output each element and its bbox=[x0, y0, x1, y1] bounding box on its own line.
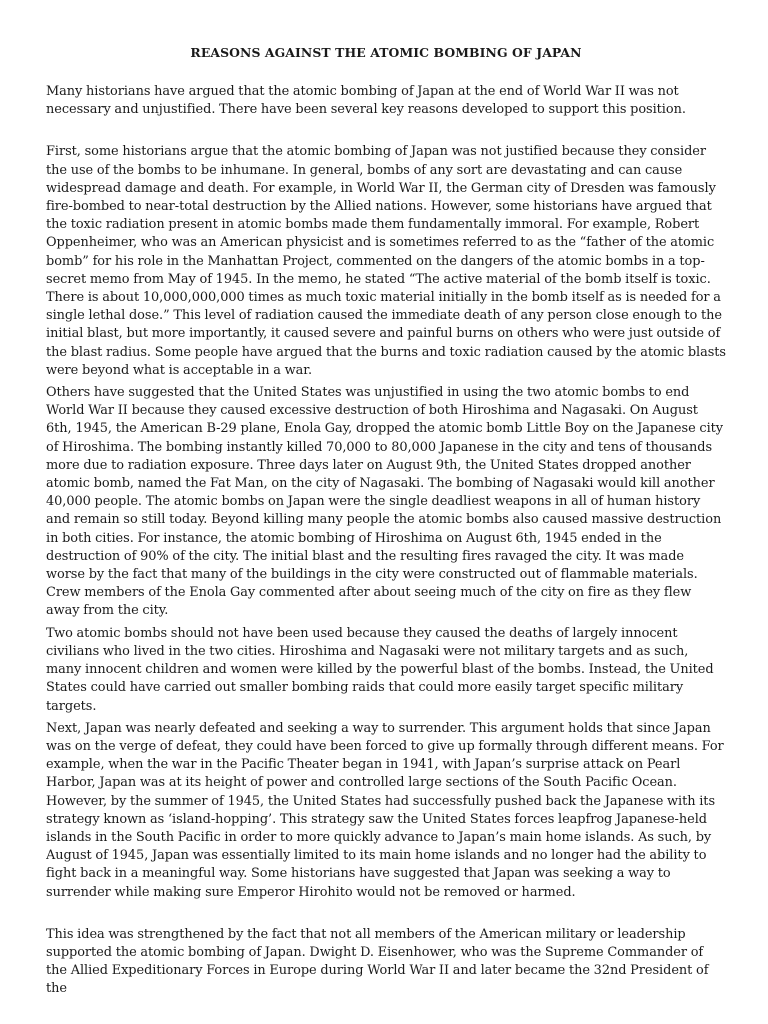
paragraph-surrender: Next, Japan was nearly defeated and seeking a way to surrender. This argument holds that since Japan was on the verge of defeat, they could have been forced to give up formally through different means. For example, when the war in the Pacific Theater began in 1941, with Japan’s surprise attack on Pearl Harbor, Japan was at its height of power and controlled large sections of the South Pacific Ocean. However, by the summer of 1945, the United States had successfully pushed back the Japanese with its strategy known as ‘island-hopping’. This strategy saw the United States forces leapfrog Japanese-held islands in the South Pacific in order to more quickly advance to Japan’s main home islands. As such, by August of 1945, Japan was essentially limited to its main home islands and no longer had the ability to fight back in a meaningful way. Some historians have suggested that Japan was seeking a way to surrender while making sure Emperor Hirohito would not be removed or harmed. bbox=[46, 720, 724, 900]
document-page bbox=[46, 44, 726, 1020]
paragraph-destruction: Others have suggested that the United States was unjustified in using the two atomic bombs to end World War II because they caused excessive destruction of both Hiroshima and Nagasaki. On August 6th, 1945, the American B-29 plane, Enola Gay, dropped the atomic bomb Little Boy on the Japanese city of Hiroshima. The bombing instantly killed 70,000 to 80,000 Japanese in the city and tens of thousands more due to radiation exposure. Three days later on August 9th, the United States dropped another atomic bomb, named the Fat Man, on the city of Nagasaki. The bombing of Nagasaki would kill another 40,000 people. The atomic bombs on Japan were the single deadliest weapons in all of human history and remain so still today. Beyond killing many people the atomic bombs also caused massive destruction in both cities. For instance, the atomic bombing of Hiroshima on August 6th, 1945 ended in the destruction of 90% of the city. The initial blast and the resulting fires ravaged the city. It was made worse by the fact that many of the buildings in the city were constructed out of flammable materials. Crew members of the Enola Gay commented after about seeing much of the city on fire as they flew away from the city. bbox=[46, 385, 724, 619]
paragraph-civilians: Two atomic bombs should not have been used because they caused the deaths of largely innocent civilians who lived in the two cities. Hiroshima and Nagasaki were not military targets and as such, many innocent children and women were killed by the powerful blast of the bombs. Instead, the United States could have carried out smaller bombing raids that could more easily target specific military targets. bbox=[46, 625, 714, 714]
paragraph-opposition: This idea was strengthened by the fact that not all members of the American military or leadership supported the atomic bombing of Japan. Dwight D. Eisenhower, who was the Supreme Commander of the Allied Expeditionary Forces in Europe during World War II and later became the 32nd President of the bbox=[46, 926, 709, 997]
paragraph-inhumane: First, some historians argue that the atomic bombing of Japan was not justified because they consider the use of the bombs to be inhumane. In general, bombs of any sort are devastating and can cause widespread damage and death. For example, in World War II, the German city of Dresden was famously fire-bombed to near-total destruction by the Allied nations. However, some historians have argued that the toxic radiation present in atomic bombs made them fundamentally immoral. For example, Robert Oppenheimer, who was an American physicist and is sometimes referred to as the “father of the atomic bomb” for his role in the Manhattan Project, commented on the dangers of the atomic bombs in a top-secret memo from May of 1945. In the memo, he stated “The active material of the bomb itself is toxic. There is about 10,000,000,000 times as much toxic material initially in the bomb itself as is needed for a single lethal dose.” This level of radiation caused the immediate death of any person close enough to the initial blast, but more importantly, it caused severe and painful burns on others who were just outside of the blast radius. Some people have argued that the burns and toxic radiation caused by the atomic blasts were beyond what is acceptable in a war. bbox=[46, 144, 726, 378]
document-title: REASONS AGAINST THE ATOMIC BOMBING OF JAPAN bbox=[190, 45, 582, 60]
paragraph-intro: Many historians have argued that the atomic bombing of Japan at the end of World War II was not necessary and unjustified. There have been several key reasons developed to support this position. bbox=[46, 84, 686, 118]
